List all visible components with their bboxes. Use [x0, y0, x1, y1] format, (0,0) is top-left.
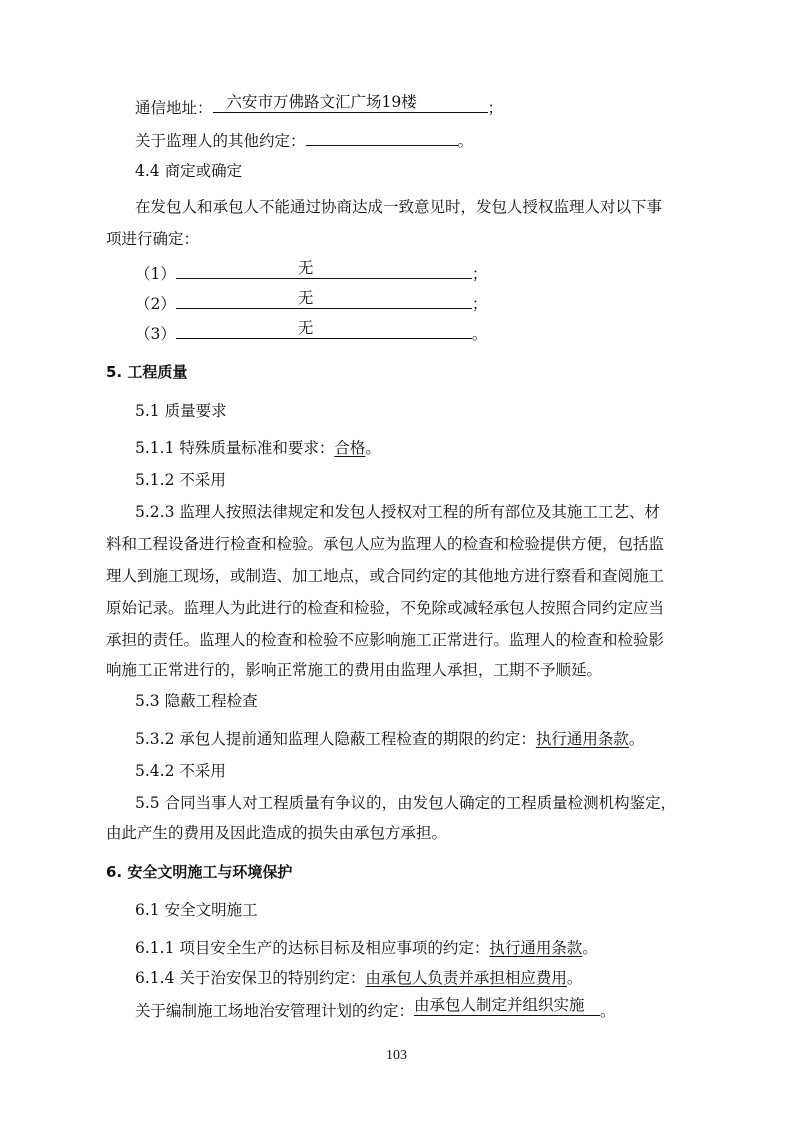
item-2 — [0, 289, 793, 314]
item-end: 。 — [471, 325, 488, 343]
item-number: （3） — [135, 325, 176, 343]
section-4-4-heading: 4.4 商定或确定 — [135, 162, 243, 180]
item-value: 无 — [297, 319, 314, 337]
section-6-1-1 — [0, 938, 793, 958]
section-5-4-2: 5.4.2 不采用 — [135, 762, 226, 780]
label: 关于编制施工场地治安管理计划的约定： — [135, 1002, 415, 1020]
item-value: 无 — [297, 259, 314, 277]
item-1 — [0, 259, 793, 284]
page-number: 103 — [386, 1048, 407, 1063]
address-label: 通信地址： — [135, 99, 213, 117]
section-4-4-para-line1: 在发包人和承包人不能通过协商达成一致意见时，发包人授权监理人对以下事 — [135, 198, 663, 216]
section-5-1-heading: 5.1 质量要求 — [135, 402, 227, 420]
item-blank — [176, 319, 472, 339]
address-line — [0, 93, 793, 118]
section-6-1-heading: 6.1 安全文明施工 — [135, 901, 258, 919]
other-agreement-line — [0, 129, 793, 151]
value: 执行通用条款 — [535, 730, 629, 748]
value: 由承包人制定并组织实施 — [414, 996, 585, 1014]
section-5-heading: 5. 工程质量 — [106, 363, 188, 381]
item-value: 无 — [297, 289, 314, 307]
address-value: 六安市万佛路文汇广场19楼 — [226, 93, 417, 111]
label: 6.1.1 项目安全生产的达标目标及相应事项的约定： — [135, 939, 490, 957]
item-blank — [176, 259, 472, 279]
section-5-3-heading: 5.3 隐蔽工程检查 — [135, 692, 258, 710]
section-5-2-3-line5: 承担的责任。监理人的检查和检验不应影响施工正常进行。监理人的检查和检验影 — [106, 631, 665, 649]
address-end: ； — [487, 99, 504, 117]
label: 5.1.1 特殊质量标准和要求： — [135, 439, 335, 457]
section-5-3-2 — [0, 729, 793, 749]
item-end: ； — [471, 295, 488, 313]
section-6-heading: 6. 安全文明施工与环境保护 — [106, 863, 293, 881]
section-5-5-line2: 由此产生的费用及因此造成的损失由承包方承担。 — [106, 824, 448, 842]
section-5-2-3-line4: 原始记录。监理人为此进行的检查和检验，不免除或减轻承包人按照合同约定应当 — [106, 599, 665, 617]
value: 合格 — [334, 439, 366, 457]
label: 5.3.2 承包人提前通知监理人隐蔽工程检查的期限的约定： — [135, 730, 536, 748]
end: 。 — [600, 1002, 616, 1020]
section-5-2-3-line2: 料和工程设备进行检查和检验。承包人应为监理人的检查和检验提供方便，包括监 — [106, 535, 665, 553]
item-number: （1） — [135, 265, 176, 283]
section-5-1-1 — [0, 438, 793, 458]
section-4-4-para-line2: 项进行确定： — [106, 230, 200, 248]
section-5-5-line1: 5.5 合同当事人对工程质量有争议的，由发包人确定的工程质量检测机构鉴定， — [135, 794, 677, 812]
item-3 — [0, 319, 793, 344]
end: 。 — [628, 730, 645, 748]
end: 。 — [365, 439, 381, 457]
section-5-2-3-line3: 理人到施工现场，或制造、加工地点，或合同约定的其他地方进行察看和查阅施工 — [106, 567, 665, 585]
item-number: （2） — [135, 295, 176, 313]
section-5-1-2: 5.1.2 不采用 — [135, 471, 226, 489]
value: 执行通用条款 — [489, 939, 583, 957]
value: 由承包人负责并承担相应费用 — [365, 969, 567, 987]
security-plan-line — [0, 996, 793, 1021]
end: 。 — [582, 939, 598, 957]
item-blank — [176, 289, 472, 309]
plan-blank — [414, 996, 600, 1016]
section-5-2-3-line1: 5.2.3 监理人按照法律规定和发包人授权对工程的所有部位及其施工工艺、材 — [135, 503, 660, 521]
label: 6.1.4 关于治安保卫的特别约定： — [135, 969, 366, 987]
end: 。 — [566, 969, 583, 987]
section-6-1-4 — [0, 968, 793, 988]
address-blank — [213, 93, 488, 113]
other-label: 关于监理人的其他约定： — [135, 132, 306, 150]
other-blank — [306, 129, 458, 146]
section-5-2-3-line6: 响施工正常进行的，影响正常施工的费用由监理人承担，工期不予顺延。 — [106, 661, 603, 679]
other-end: 。 — [457, 132, 474, 150]
item-end: ； — [471, 265, 488, 283]
